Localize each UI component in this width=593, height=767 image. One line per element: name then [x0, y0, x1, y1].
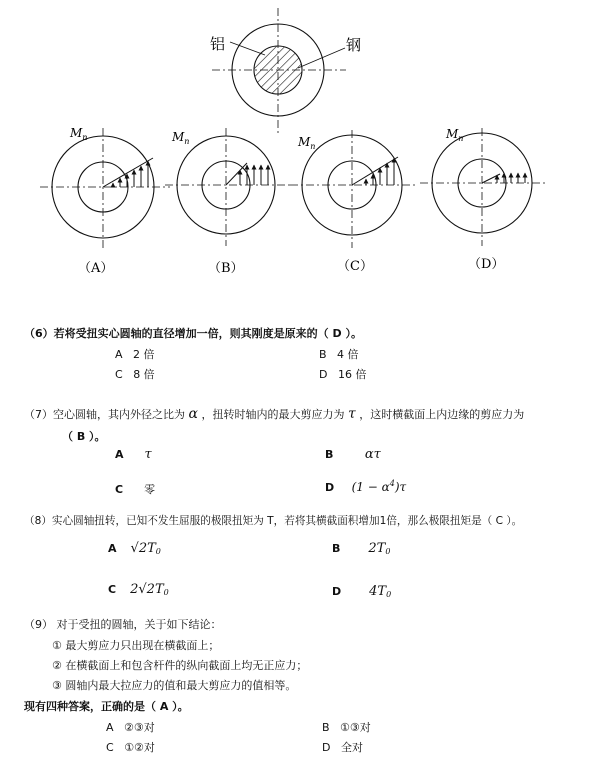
q9-option-d: D 全对: [322, 741, 363, 754]
q6-stem: （6）若将受扭实心圆轴的直径增加一倍，则其刚度是原来的（ D ）。: [24, 327, 362, 340]
svg-text:Mn: $M_n$: [172, 130, 190, 146]
q7-option-d: D $(1 - \alpha^4)\tau$: [325, 479, 407, 494]
q9-stem: （9） 对于受扭的圆轴，关于如下结论：: [24, 618, 222, 631]
panel-d: [420, 127, 548, 272]
q8-option-d: D $4T_0$: [332, 584, 392, 599]
q9-option-a: A ②③对: [106, 721, 155, 734]
q8-option-c: C $2√2T_0$: [108, 582, 169, 597]
q8-stem: （8）实心圆轴扭转，已知不发生屈服的极限扭矩为 T，若将其横截面积增加1倍，那么极限扭矩是（ C ）。: [24, 515, 523, 527]
panel-b-label: （B）: [208, 261, 244, 276]
composite-shaft-diagram: [210, 8, 361, 135]
steel-label: 钢: [346, 36, 362, 54]
panel-d-label: （D）: [468, 257, 505, 272]
panel-a: [40, 126, 170, 276]
q6-option-d: D 16 倍: [319, 368, 367, 381]
q7-stem-line1: （7）空心圆轴，其内外径之比为 α ，扭转时轴内的最大剪应力为 τ ，这时横截面上内边缘的剪应力为: [24, 406, 525, 422]
panel-c: [290, 130, 418, 274]
q7-option-a: A τ: [115, 447, 152, 462]
q9-statement-2: ② 在横截面上和包含杆件的纵向截面上均无正应力；: [52, 659, 308, 672]
q9-statement-1: ① 最大剪应力只出现在横截面上；: [52, 639, 220, 652]
q6-option-c: C 8 倍: [115, 368, 155, 381]
q6-option-a: A 2 倍: [115, 348, 155, 361]
svg-text:Mn: $M_n$: [70, 126, 88, 142]
svg-text:Mn: $M_n$: [446, 127, 464, 143]
q9-option-b: B ①③对: [322, 721, 371, 734]
q6-option-b: B 4 倍: [319, 348, 359, 361]
q9-answer-line: 现有四种答案，正确的是（ A ）。: [24, 700, 189, 713]
svg-text:Mn: $M_n$: [298, 135, 316, 151]
torsion-figure: [0, 0, 593, 290]
panel-b: [165, 128, 290, 276]
q8-option-b: B $2T_0$: [332, 541, 391, 556]
panel-a-label: （A）: [78, 261, 114, 276]
q9-statement-3: ③ 圆轴内最大拉应力的值和最大剪应力的值相等。: [52, 679, 297, 692]
q7-stem-line2: （ B ）。: [62, 430, 106, 443]
q9-option-c: C ①②对: [106, 741, 155, 754]
q8-option-a: A $√2T_0$: [108, 541, 161, 556]
q7-option-c: C 零: [115, 483, 156, 496]
aluminum-label: 铝: [210, 35, 226, 53]
panel-c-label: （C）: [337, 259, 373, 274]
q7-option-b: B ατ: [325, 447, 381, 462]
